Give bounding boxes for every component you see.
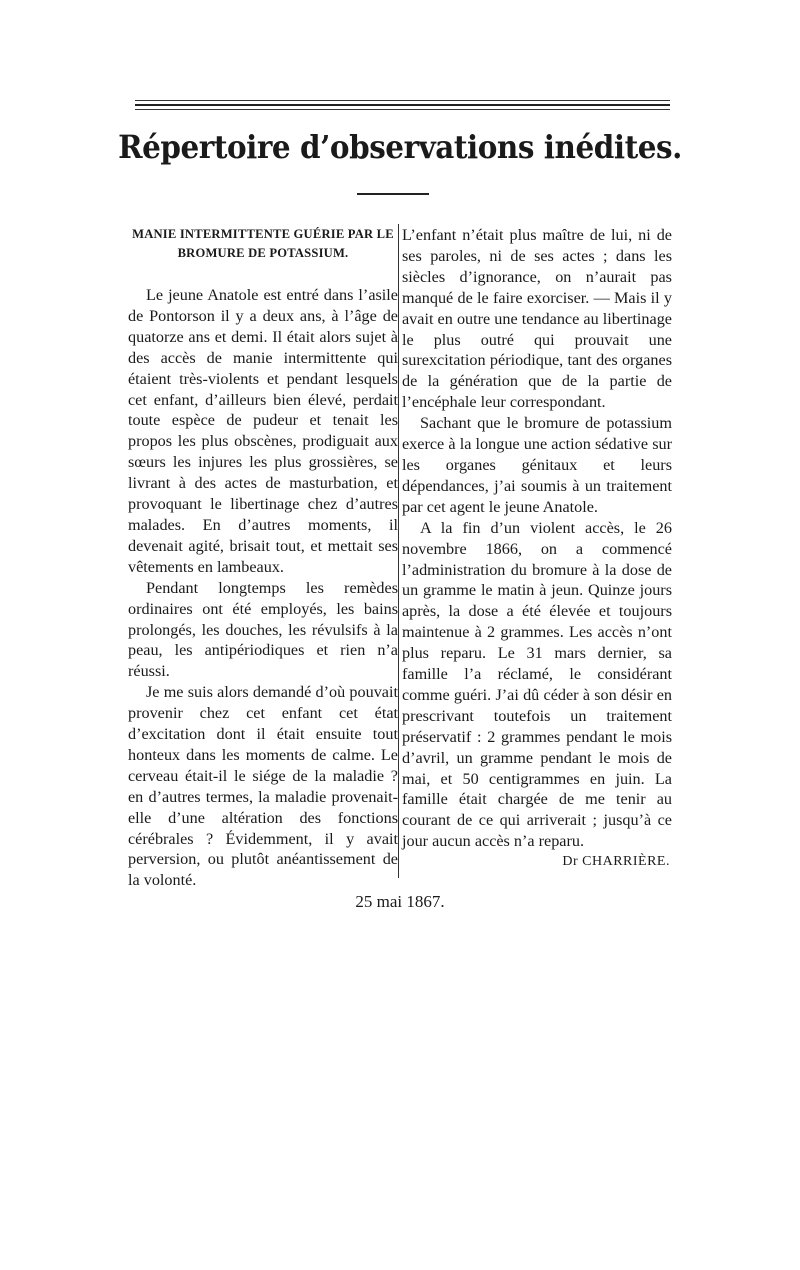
paragraph-case-description: Le jeune Anatole est entré dans l’asile de Pontorson il y a deux ans, à l’âge de quatorze ans et demi. Il était alors sujet à des accès de manie intermittente qui étaient très-violents et pendant lesquels cet enfant, d’ailleurs bien élevé, perdait toute espèce de pudeur et tenait les propos les plus obscènes, prodiguait aux sœurs les injures les plus grossières, se livrant à des actes de masturbation, et provoquant le libertinage chez d’autres malades. En d’autres moments, il devenait agité, brisait tout, et mettait ses vêtements en lambeaux.: [128, 286, 398, 576]
header-rule-thin-top: [135, 100, 670, 101]
page-title: Répertoire d’observations inédites.: [118, 128, 682, 166]
right-column: [402, 225, 672, 873]
paragraph-continuation: L’enfant n’était plus maître de lui, ni de ses paroles, ni de ses actes ; dans les siècles d’ignorance, on n’aurait pas manqué de le faire exorciser. — Mais il y avait en outre une tendance au libertinage le plus outré qui prouvait une surexcitation périodique, tant des organes de la génération que de la partie de l’encéphale leur correspondant.: [402, 226, 672, 412]
article-heading: MANIE INTERMITTENTE GUÉRIE PAR LE BROMURE DE POTASSIUM.: [132, 227, 394, 260]
header-rule-thin-bottom: [135, 109, 670, 110]
author-signature: Dr CHARRIÈRE.: [562, 854, 670, 870]
left-column: [128, 225, 398, 891]
title-separator-rule: [357, 193, 429, 195]
header-rule-thick: [135, 104, 670, 106]
paragraph-reflection: Je me suis alors demandé d’où pouvait provenir chez cet enfant cet état d’excitation dont il était ensuite tout honteux dans les moments de calme. Le cerveau était-il le siége de la maladie ? en d’autres termes, la maladie provenait-elle d’une altération des fonctions cérébrales ? Évidemment, il y avait perversion, ou plutôt anéantissement de la volonté.: [128, 683, 398, 890]
paragraph-treatment: A la fin d’un violent accès, le 26 novembre 1866, on a commencé l’administration du bromure à la dose de un gramme le matin à jeun. Quinze jours après, la dose a été élevée et toujours maintenue à 2 grammes. Les accès n’ont plus reparu. Le 31 mars dernier, sa famille l’a réclamé, le considérant comme guéri. J’ai dû céder à son désir en prescrivant toutefois un traitement préservatif : 2 grammes pendant le mois d’avril, un gramme pendant le mois de mai, et 50 centigrammes en juin. La famille était chargée de me tenir au courant de ce qui arriverait ; jusqu’à ce jour aucun accès n’a reparu.: [402, 518, 672, 851]
column-divider: [398, 224, 399, 878]
paragraph-bromide-rationale: Sachant que le bromure de potassium exerce à la longue une action sédative sur les organes génitaux et leurs dépendances, j’ai soumis à un traitement par cet agent le jeune Anatole.: [402, 414, 672, 516]
paragraph-remedies: Pendant longtemps les remèdes ordinaires ont été employés, les bains prolongés, les douches, les révulsifs à la peau, les antipériodiques et rien n’a réussi.: [128, 578, 398, 681]
article-date: 25 mai 1867.: [355, 892, 445, 911]
